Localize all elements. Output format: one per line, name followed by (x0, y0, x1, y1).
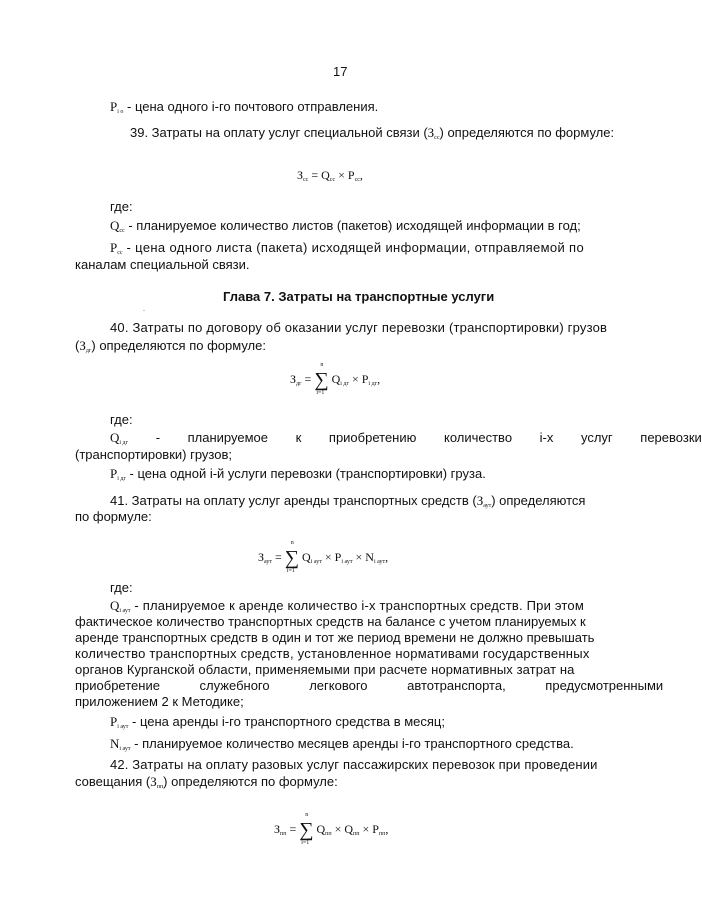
paragraph-42-cont: совещания $(З_{пп})$ определяются по формуле: (75, 774, 338, 790)
chapter-7-heading: Глава 7. Затраты на транспортные услуги (223, 289, 495, 304)
formula-39: $З_{сс} = Q_{сс} \times P_{сс}$, (297, 168, 363, 183)
dot-mark: . (143, 306, 145, 313)
paragraph-41-cont: по формуле: (75, 509, 152, 524)
n-aut-definition: $N_{i аут}$ - планируемое количество месяцев аренды i-го транспортного средства. (110, 736, 574, 752)
formula-41: $З_{аут}$ = n ∑ i=1 $Q_{i аут} \times P_{i аут} \times N_{i аут}$, (258, 540, 389, 574)
paragraph-40-cont: $(З_{дг})$ определяются по формуле: (75, 338, 266, 354)
q-dg-definition-cont: (транспортировки) грузов; (75, 447, 232, 462)
page-number: 17 (333, 64, 348, 79)
p-aut-definition: $P_{i аут}$ - цена аренды i-го транспортного средства в месяц; (110, 714, 445, 730)
q-aut-definition: $Q_{i аут}$ - планируемое к аренде количество i-х транспортных средств. При этом (110, 598, 584, 614)
q-ss-definition: $Q_{сс}$ - планируемое количество листов (пакетов) исходящей информации в год; (110, 218, 581, 234)
q-aut-line-2: фактическое количество транспортных средств на балансе с учетом планируемых к (75, 614, 586, 629)
q-aut-line-7: приложением 2 к Методике; (75, 694, 244, 709)
p-io-definition: $P_{i о}$ - цена одного i-го почтового отправления. (110, 99, 379, 115)
paragraph-40: 40. Затраты по договору об оказании услуг перевозки (транспортировки) грузов (110, 320, 608, 335)
p-dg-definition: $P_{i дг}$ - цена одной i-й услуги перевозки (транспортировки) груза. (110, 466, 486, 482)
where-label-3: где: (110, 580, 133, 595)
p-ss-definition-cont: каналам специальной связи. (75, 257, 250, 272)
where-label-1: где: (110, 199, 133, 214)
formula-40: $З_{дг}$ = n ∑ i=1 $Q_{i дг} \times P_{i дг}$, (290, 362, 381, 396)
q-aut-line-3: аренде транспортных средств в один и тот же период времени не должно превышать (75, 630, 595, 645)
paragraph-42: 42. Затраты на оплату разовых услуг пассажирских перевозок при проведении (110, 757, 598, 772)
q-aut-line-4: количество транспортных средств, установленное нормативами государственных (75, 646, 590, 661)
p-ss-definition: $P_{сс}$ - цена одного листа (пакета) исходящей информации, отправляемой по (110, 240, 585, 256)
paragraph-41: 41. Затраты на оплату услуг аренды транспортных средств $(З_{аут})$ определяются (110, 493, 586, 509)
q-aut-line-5: органов Курганской области, применяемыми при расчете нормативных затрат на (75, 662, 575, 677)
formula-42: $З_{пп}$ = n ∑ i=1 $Q_{пп} \times Q_{пп} \times P_{пп}$, (274, 812, 389, 846)
where-label-2: где: (110, 412, 133, 427)
q-aut-line-6: приобретение служебного легкового автотранспорта, предусмотренными (75, 678, 664, 693)
q-dg-definition: $Q_{i дг}$ - планируемое к приобретению количество i-х услуг перевозки (110, 430, 702, 446)
paragraph-39: 39. Затраты на оплату услуг специальной связи $(З_{сс})$ определяются по формуле: (130, 125, 615, 141)
